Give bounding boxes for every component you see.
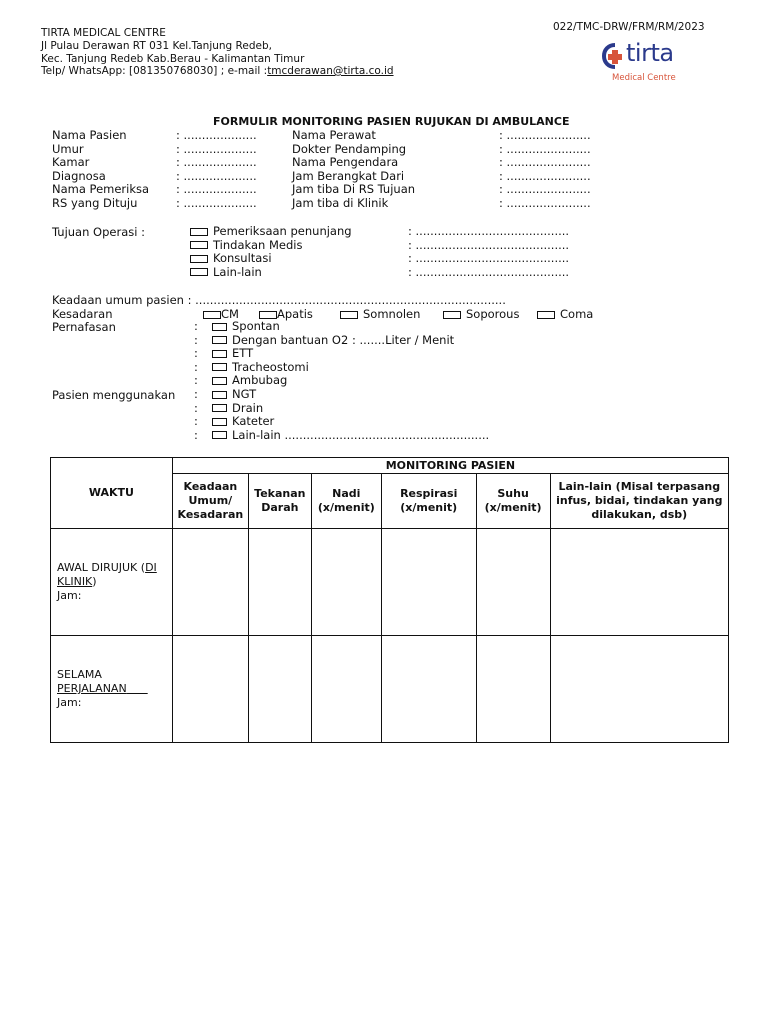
field-label: Jam Berangkat Dari	[292, 168, 405, 183]
checkbox[interactable]	[212, 404, 227, 412]
menggunakan-option[interactable]	[212, 388, 489, 402]
tujuan-fill[interactable]: : ..........................................	[408, 237, 570, 252]
column-header-lain-lain: Lain-lain (Misal terpasang infus, bidai, tindakan yang dilakukan, dsb)	[550, 474, 728, 529]
right-field-labels	[292, 129, 415, 211]
column-header-keadaan: Keadaan Umum/ Kesadaran	[172, 474, 248, 529]
checkbox[interactable]	[212, 391, 227, 399]
contact-prefix: Telp/ WhatsApp: [081350768030] ; e-mail :	[41, 65, 268, 77]
table-cell[interactable]	[476, 636, 550, 743]
field-value[interactable]: : .......................	[499, 128, 591, 142]
field-value[interactable]: : ....................	[176, 141, 257, 156]
pernafasan-option[interactable]	[212, 334, 454, 348]
option-label: Kateter	[232, 414, 275, 429]
tirta-plus-icon	[602, 43, 628, 71]
field-value[interactable]: : ....................	[176, 168, 257, 183]
field-value[interactable]: : .......................	[499, 155, 591, 170]
tujuan-option[interactable]	[190, 225, 352, 239]
tujuan-option[interactable]	[190, 252, 352, 266]
option-label: Dengan bantuan O2 : .......Liter / Menit	[232, 332, 455, 347]
option-label: Ambubag	[232, 373, 288, 388]
menggunakan-colons	[194, 388, 198, 442]
option-label: Soporous	[466, 307, 520, 321]
kesadaran-option-somnolen[interactable]	[340, 307, 420, 321]
menggunakan-option[interactable]	[212, 402, 489, 416]
table-cell[interactable]	[476, 529, 550, 636]
field-value[interactable]: : .......................	[499, 141, 591, 156]
logo-wordmark: tirta	[626, 39, 674, 67]
option-label: ETT	[232, 346, 254, 361]
pernafasan-option[interactable]	[212, 361, 454, 375]
checkbox[interactable]	[190, 241, 208, 249]
colon: :	[194, 427, 198, 442]
field-value[interactable]: : ....................	[176, 155, 257, 170]
option-label: Coma	[560, 307, 594, 321]
tujuan-fill[interactable]: : ..........................................	[408, 251, 570, 266]
clinic-address-1: Jl Pulau Derawan RT 031 Kel.Tanjung Redeb,	[41, 40, 272, 52]
table-cell[interactable]	[381, 529, 476, 636]
option-label: Somnolen	[363, 307, 421, 321]
tujuan-options	[190, 225, 352, 279]
option-label: Tindakan Medis	[213, 237, 303, 252]
kesadaran-label: Kesadaran	[52, 307, 113, 321]
checkbox[interactable]	[190, 228, 208, 236]
pernafasan-option[interactable]	[212, 374, 454, 388]
option-label: Drain	[232, 400, 264, 415]
pernafasan-option[interactable]	[212, 320, 454, 334]
colon: :	[194, 373, 198, 388]
option-label: Spontan	[232, 319, 280, 333]
tujuan-option[interactable]	[190, 239, 352, 253]
table-row	[51, 529, 729, 636]
checkbox[interactable]	[190, 268, 208, 276]
field-label: Jam tiba di Klinik	[292, 195, 389, 210]
checkbox[interactable]	[212, 336, 227, 344]
table-cell[interactable]	[248, 529, 311, 636]
table-cell[interactable]	[172, 636, 248, 743]
checkbox[interactable]	[212, 323, 227, 331]
pernafasan-option[interactable]	[212, 347, 454, 361]
tujuan-label: Tujuan Operasi :	[52, 225, 145, 239]
colon: :	[194, 414, 198, 429]
checkbox[interactable]	[212, 363, 227, 371]
pernafasan-colons	[194, 320, 198, 388]
field-label: Jam tiba Di RS Tujuan	[292, 182, 416, 197]
colon: :	[194, 332, 198, 347]
column-header-tekanan: Tekanan Darah	[248, 474, 311, 529]
logo-subtitle: Medical Centre	[612, 73, 676, 83]
tujuan-fill[interactable]: : ..........................................	[408, 264, 570, 279]
checkbox[interactable]	[212, 431, 227, 439]
form-title: FORMULIR MONITORING PASIEN RUJUKAN DI AMBULANCE	[213, 115, 570, 128]
field-value[interactable]: : ....................	[176, 195, 257, 210]
checkbox[interactable]	[203, 311, 221, 319]
colon: :	[194, 346, 198, 361]
clinic-contact	[41, 65, 394, 77]
option-label: Lain-lain ........................................................	[232, 427, 490, 442]
checkbox[interactable]	[212, 350, 227, 358]
option-label: NGT	[232, 387, 257, 401]
row-label-selama-perjalanan: SELAMA PERJALANAN Jam:	[51, 636, 173, 743]
colon: :	[194, 319, 198, 333]
row-label-awal-dirujuk: AWAL DIRUJUK (DI KLINIK) Jam:	[51, 529, 173, 636]
field-label: Nama Pengendara	[292, 155, 399, 170]
field-label: Nama Pasien	[52, 128, 127, 142]
tujuan-fill[interactable]: : ..........................................	[408, 224, 570, 238]
clinic-name: TIRTA MEDICAL CENTRE	[41, 27, 166, 39]
checkbox[interactable]	[212, 418, 227, 426]
checkbox[interactable]	[190, 255, 208, 263]
menggunakan-option[interactable]	[212, 415, 489, 429]
pernafasan-label: Pernafasan	[52, 320, 116, 334]
monitoring-table	[50, 457, 729, 743]
left-field-labels	[52, 129, 149, 211]
menggunakan-label: Pasien menggunakan	[52, 388, 176, 402]
waktu-header: WAKTU	[51, 458, 173, 529]
colon: :	[194, 400, 198, 415]
field-value[interactable]: : .......................	[499, 195, 591, 210]
menggunakan-options	[212, 388, 489, 442]
checkbox[interactable]	[212, 377, 227, 385]
column-header-suhu: Suhu (x/menit)	[476, 474, 550, 529]
column-header-respirasi: Respirasi (x/menit)	[381, 474, 476, 529]
table-cell[interactable]	[172, 529, 248, 636]
option-label: Apatis	[277, 307, 313, 321]
table-cell[interactable]	[311, 529, 381, 636]
table-cell[interactable]	[550, 529, 728, 636]
option-label: Lain-lain	[213, 264, 262, 279]
option-label: CM	[221, 307, 239, 321]
table-cell[interactable]	[311, 636, 381, 743]
option-label: Tracheostomi	[232, 359, 309, 374]
checkbox[interactable]	[340, 311, 358, 319]
tujuan-option[interactable]	[190, 266, 352, 280]
field-value[interactable]: : ....................	[176, 182, 257, 197]
column-header-nadi: Nadi (x/menit)	[311, 474, 381, 529]
table-row	[51, 636, 729, 743]
field-label: RS yang Dituju	[52, 195, 138, 210]
pernafasan-options	[212, 320, 454, 388]
menggunakan-option[interactable]	[212, 429, 489, 443]
option-label: Pemeriksaan penunjang	[213, 224, 352, 238]
checkbox[interactable]	[537, 311, 555, 319]
field-label: Kamar	[52, 155, 90, 170]
table-cell[interactable]	[550, 636, 728, 743]
document-code: 022/TMC-DRW/FRM/RM/2023	[553, 21, 705, 33]
field-value[interactable]: : ....................	[176, 128, 257, 142]
field-value[interactable]: : .......................	[499, 182, 591, 197]
right-field-values	[499, 129, 591, 211]
field-label: Diagnosa	[52, 168, 106, 183]
checkbox[interactable]	[259, 311, 277, 319]
checkbox[interactable]	[443, 311, 461, 319]
kesadaran-option-coma[interactable]	[537, 307, 593, 321]
field-label: Nama Perawat	[292, 128, 376, 142]
colon: :	[194, 359, 198, 374]
option-label: Konsultasi	[213, 251, 272, 266]
table-cell[interactable]	[381, 636, 476, 743]
clinic-address-2: Kec. Tanjung Redeb Kab.Berau - Kalimantan Timur	[41, 53, 305, 65]
field-value[interactable]: : .......................	[499, 168, 591, 183]
email-link[interactable]: tmcderawan@tirta.co.id	[267, 65, 394, 77]
kesadaran-option-soporous[interactable]	[443, 307, 519, 321]
colon: :	[194, 387, 198, 401]
keadaan-umum-line[interactable]: Keadaan umum pasien : .....................................................................................	[52, 293, 506, 307]
field-label: Umur	[52, 141, 84, 156]
monitoring-group-header: MONITORING PASIEN	[172, 458, 728, 474]
tujuan-fill-lines	[408, 225, 569, 279]
left-field-values	[176, 129, 257, 211]
field-label: Nama Pemeriksa	[52, 182, 150, 197]
field-label: Dokter Pendamping	[292, 141, 407, 156]
table-cell[interactable]	[248, 636, 311, 743]
